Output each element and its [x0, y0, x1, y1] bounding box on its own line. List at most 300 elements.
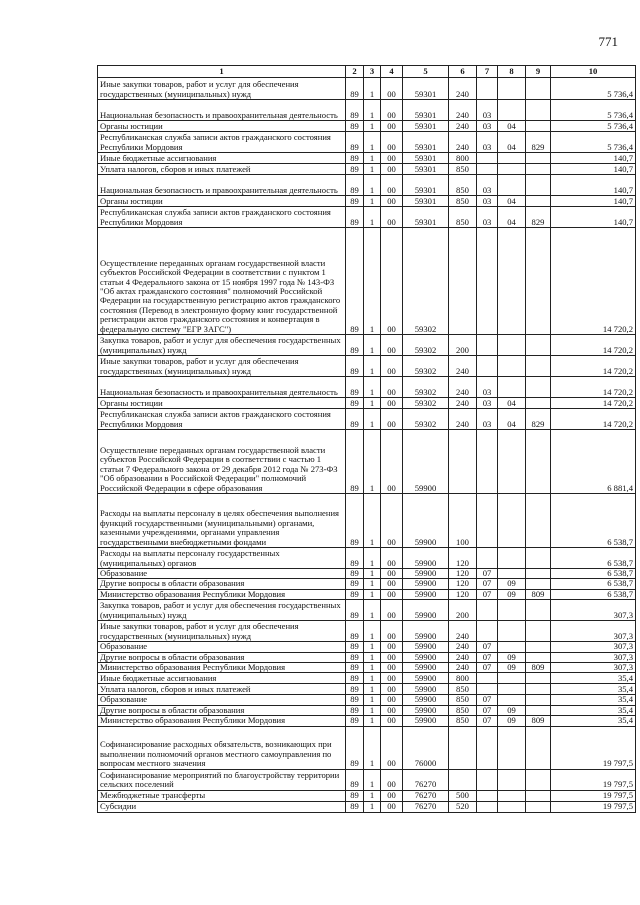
cell-col-6: 120	[449, 569, 477, 579]
cell-amount: 6 538,7	[551, 548, 636, 569]
cell-col-7	[477, 769, 498, 790]
cell-col-6: 800	[449, 153, 477, 164]
cell-col-7	[477, 335, 498, 356]
cell-amount: 35,4	[551, 716, 636, 726]
cell-col-3: 1	[364, 398, 381, 409]
header-col-7: 7	[477, 66, 498, 78]
cell-col-7	[477, 726, 498, 769]
cell-name: Национальная безопасность и правоохранительная деятельность	[98, 100, 346, 121]
cell-col-2: 89	[346, 78, 364, 100]
cell-col-5: 59900	[403, 673, 449, 684]
cell-col-7	[477, 228, 498, 335]
cell-col-4: 00	[381, 153, 403, 164]
cell-col-9	[526, 78, 551, 100]
cell-col-9	[526, 398, 551, 409]
header-col-1: 1	[98, 66, 346, 78]
cell-col-9	[526, 377, 551, 398]
cell-col-5: 76000	[403, 726, 449, 769]
cell-amount: 35,4	[551, 705, 636, 715]
cell-col-3: 1	[364, 548, 381, 569]
cell-col-3: 1	[364, 705, 381, 715]
cell-col-9	[526, 335, 551, 356]
cell-col-4: 00	[381, 589, 403, 599]
cell-col-2: 89	[346, 100, 364, 121]
cell-col-2: 89	[346, 132, 364, 153]
table-row	[98, 579, 636, 589]
cell-name: Национальная безопасность и правоохранительная деятельность	[98, 377, 346, 398]
cell-col-5: 59900	[403, 695, 449, 705]
table-row	[98, 705, 636, 715]
cell-col-2: 89	[346, 409, 364, 430]
cell-name: Межбюджетные трансферты	[98, 790, 346, 801]
cell-col-5: 59900	[403, 579, 449, 589]
cell-col-7	[477, 494, 498, 548]
header-col-3: 3	[364, 66, 381, 78]
cell-col-3: 1	[364, 430, 381, 494]
cell-col-3: 1	[364, 356, 381, 377]
cell-col-5: 59302	[403, 335, 449, 356]
cell-col-3: 1	[364, 716, 381, 726]
cell-col-9	[526, 121, 551, 132]
cell-col-3: 1	[364, 790, 381, 801]
cell-name: Осуществление переданных органам государственной власти субъектов Российской Федерации в соответствии с пунктом 1 статьи 4 Федерального закона от 15 ноября 1997 года № 143-ФЗ "Об актах гражданского состояния" полномочий Российской Федерации на государственную регистрацию актов гражданского состояния (Перевод в электронную форму книг государственной регистрации актов гражданского состояния и конвертация в федеральную систему "ЕГР ЗАГС")	[98, 228, 346, 335]
cell-col-2: 89	[346, 579, 364, 589]
cell-col-8	[498, 356, 526, 377]
cell-col-2: 89	[346, 600, 364, 621]
cell-amount: 14 720,2	[551, 398, 636, 409]
cell-col-8	[498, 430, 526, 494]
cell-col-6: 850	[449, 684, 477, 695]
cell-name: Уплата налогов, сборов и иных платежей	[98, 164, 346, 175]
cell-col-5: 76270	[403, 801, 449, 812]
cell-col-8	[498, 153, 526, 164]
cell-col-6: 240	[449, 398, 477, 409]
cell-amount: 140,7	[551, 175, 636, 196]
cell-name: Уплата налогов, сборов и иных платежей	[98, 684, 346, 695]
cell-name: Образование	[98, 695, 346, 705]
cell-col-7: 07	[477, 589, 498, 599]
cell-col-4: 00	[381, 78, 403, 100]
cell-amount: 5 736,4	[551, 100, 636, 121]
cell-col-8: 09	[498, 652, 526, 662]
cell-col-4: 00	[381, 398, 403, 409]
cell-col-8: 04	[498, 409, 526, 430]
cell-col-7: 03	[477, 121, 498, 132]
cell-col-9: 829	[526, 207, 551, 228]
cell-col-5: 59900	[403, 600, 449, 621]
cell-col-9	[526, 726, 551, 769]
cell-col-4: 00	[381, 356, 403, 377]
cell-col-5: 59900	[403, 705, 449, 715]
table-row	[98, 398, 636, 409]
cell-col-6: 800	[449, 673, 477, 684]
cell-col-6: 240	[449, 377, 477, 398]
cell-col-2: 89	[346, 164, 364, 175]
cell-col-6: 120	[449, 579, 477, 589]
cell-col-2: 89	[346, 494, 364, 548]
cell-col-9	[526, 164, 551, 175]
cell-name: Софинансирование мероприятий по благоустройству территории сельских поселений	[98, 769, 346, 790]
cell-col-5: 59301	[403, 78, 449, 100]
cell-col-6: 850	[449, 175, 477, 196]
cell-name: Другие вопросы в области образования	[98, 705, 346, 715]
cell-col-5: 59301	[403, 132, 449, 153]
cell-col-4: 00	[381, 790, 403, 801]
cell-col-3: 1	[364, 589, 381, 599]
table-row	[98, 716, 636, 726]
cell-col-9: 809	[526, 663, 551, 673]
cell-col-7: 07	[477, 705, 498, 715]
cell-col-5: 59302	[403, 377, 449, 398]
cell-col-7	[477, 790, 498, 801]
cell-col-7	[477, 430, 498, 494]
cell-col-2: 89	[346, 642, 364, 652]
cell-col-4: 00	[381, 100, 403, 121]
cell-col-9	[526, 228, 551, 335]
cell-amount: 19 797,5	[551, 769, 636, 790]
cell-col-2: 89	[346, 684, 364, 695]
cell-amount: 35,4	[551, 684, 636, 695]
cell-col-6: 850	[449, 164, 477, 175]
cell-col-8	[498, 600, 526, 621]
cell-col-6: 240	[449, 409, 477, 430]
header-col-5: 5	[403, 66, 449, 78]
cell-col-5: 59900	[403, 589, 449, 599]
table-row	[98, 600, 636, 621]
cell-col-2: 89	[346, 175, 364, 196]
cell-col-6: 240	[449, 121, 477, 132]
cell-amount: 14 720,2	[551, 335, 636, 356]
cell-amount: 5 736,4	[551, 132, 636, 153]
cell-col-6	[449, 228, 477, 335]
cell-col-5: 59900	[403, 548, 449, 569]
cell-col-9	[526, 621, 551, 642]
cell-col-2: 89	[346, 121, 364, 132]
cell-col-8	[498, 548, 526, 569]
page-number: 771	[598, 34, 618, 49]
cell-col-6: 120	[449, 548, 477, 569]
cell-col-7	[477, 356, 498, 377]
cell-col-7	[477, 153, 498, 164]
cell-col-3: 1	[364, 196, 381, 207]
cell-col-2: 89	[346, 589, 364, 599]
cell-col-9	[526, 196, 551, 207]
cell-col-2: 89	[346, 790, 364, 801]
cell-col-3: 1	[364, 78, 381, 100]
cell-col-2: 89	[346, 196, 364, 207]
cell-col-5: 59900	[403, 642, 449, 652]
cell-col-3: 1	[364, 494, 381, 548]
cell-col-9	[526, 175, 551, 196]
table-row	[98, 790, 636, 801]
cell-col-7: 03	[477, 132, 498, 153]
cell-col-7	[477, 801, 498, 812]
cell-col-5: 59900	[403, 684, 449, 695]
cell-name: Закупка товаров, работ и услуг для обеспечения государственных (муниципальных) нужд	[98, 600, 346, 621]
table-row	[98, 726, 636, 769]
cell-col-2: 89	[346, 398, 364, 409]
cell-col-9	[526, 673, 551, 684]
cell-amount: 6 538,7	[551, 589, 636, 599]
cell-name: Органы юстиции	[98, 196, 346, 207]
cell-col-8: 04	[498, 121, 526, 132]
cell-amount: 19 797,5	[551, 726, 636, 769]
cell-col-6: 240	[449, 100, 477, 121]
table-row	[98, 695, 636, 705]
cell-col-4: 00	[381, 164, 403, 175]
cell-col-5: 59301	[403, 121, 449, 132]
cell-amount: 6 538,7	[551, 579, 636, 589]
cell-name: Национальная безопасность и правоохранительная деятельность	[98, 175, 346, 196]
cell-col-8	[498, 100, 526, 121]
cell-col-2: 89	[346, 377, 364, 398]
cell-name: Иные бюджетные ассигнования	[98, 673, 346, 684]
cell-col-3: 1	[364, 175, 381, 196]
cell-col-2: 89	[346, 569, 364, 579]
cell-col-2: 89	[346, 695, 364, 705]
cell-col-4: 00	[381, 652, 403, 662]
cell-col-7	[477, 600, 498, 621]
cell-col-7: 03	[477, 175, 498, 196]
cell-col-8: 04	[498, 196, 526, 207]
cell-col-3: 1	[364, 100, 381, 121]
cell-col-4: 00	[381, 548, 403, 569]
cell-amount: 14 720,2	[551, 409, 636, 430]
cell-col-4: 00	[381, 494, 403, 548]
table-row	[98, 356, 636, 377]
cell-col-9	[526, 548, 551, 569]
cell-col-4: 00	[381, 673, 403, 684]
cell-col-8	[498, 801, 526, 812]
cell-col-5: 76270	[403, 790, 449, 801]
cell-col-6: 500	[449, 790, 477, 801]
cell-col-6: 240	[449, 652, 477, 662]
table-row	[98, 548, 636, 569]
cell-col-7	[477, 673, 498, 684]
cell-col-3: 1	[364, 726, 381, 769]
cell-col-3: 1	[364, 801, 381, 812]
cell-col-8: 04	[498, 132, 526, 153]
cell-name: Другие вопросы в области образования	[98, 579, 346, 589]
cell-col-8	[498, 642, 526, 652]
cell-amount: 6 538,7	[551, 569, 636, 579]
cell-col-8	[498, 569, 526, 579]
cell-col-5: 59301	[403, 196, 449, 207]
cell-col-9	[526, 705, 551, 715]
cell-name: Республиканская служба записи актов гражданского состояния Республики Мордовия	[98, 132, 346, 153]
cell-col-7: 07	[477, 569, 498, 579]
cell-col-3: 1	[364, 684, 381, 695]
cell-col-3: 1	[364, 695, 381, 705]
cell-col-5: 59302	[403, 356, 449, 377]
cell-name: Министерство образования Республики Мордовия	[98, 589, 346, 599]
cell-col-6: 240	[449, 356, 477, 377]
cell-col-9	[526, 684, 551, 695]
cell-amount: 35,4	[551, 673, 636, 684]
cell-col-5: 76270	[403, 769, 449, 790]
cell-col-2: 89	[346, 663, 364, 673]
cell-amount: 307,3	[551, 652, 636, 662]
table-row	[98, 684, 636, 695]
cell-name: Иные закупки товаров, работ и услуг для обеспечения государственных (муниципальных) нужд	[98, 621, 346, 642]
cell-name: Осуществление переданных органам государственной власти субъектов Российской Федерации в соответствии с частью 1 статьи 7 Федерального закона от 29 декабря 2012 года № 273-ФЗ "Об образовании в Российской Федерации" полномочий Российской Федерации в сфере образования	[98, 430, 346, 494]
cell-col-2: 89	[346, 673, 364, 684]
table-row	[98, 589, 636, 599]
cell-col-6: 850	[449, 196, 477, 207]
cell-col-7: 03	[477, 377, 498, 398]
cell-name: Закупка товаров, работ и услуг для обеспечения государственных (муниципальных) нужд	[98, 335, 346, 356]
table-row	[98, 642, 636, 652]
cell-col-5: 59301	[403, 153, 449, 164]
cell-col-7: 03	[477, 196, 498, 207]
budget-table	[97, 65, 636, 813]
table-row	[98, 228, 636, 335]
cell-col-4: 00	[381, 430, 403, 494]
cell-col-6: 240	[449, 132, 477, 153]
cell-col-2: 89	[346, 652, 364, 662]
cell-col-5: 59301	[403, 175, 449, 196]
cell-col-4: 00	[381, 642, 403, 652]
cell-col-2: 89	[346, 153, 364, 164]
cell-col-8	[498, 164, 526, 175]
cell-col-4: 00	[381, 196, 403, 207]
cell-col-7: 03	[477, 409, 498, 430]
cell-col-5: 59301	[403, 207, 449, 228]
header-col-10: 10	[551, 66, 636, 78]
cell-col-8	[498, 621, 526, 642]
cell-name: Другие вопросы в области образования	[98, 652, 346, 662]
cell-col-4: 00	[381, 801, 403, 812]
cell-name: Иные закупки товаров, работ и услуг для обеспечения государственных (муниципальных) нужд	[98, 78, 346, 100]
table-row	[98, 494, 636, 548]
cell-col-2: 89	[346, 801, 364, 812]
cell-name: Республиканская служба записи актов гражданского состояния Республики Мордовия	[98, 409, 346, 430]
table-row	[98, 673, 636, 684]
cell-amount: 19 797,5	[551, 801, 636, 812]
cell-amount: 35,4	[551, 695, 636, 705]
cell-col-8	[498, 769, 526, 790]
cell-col-7: 07	[477, 716, 498, 726]
cell-col-2: 89	[346, 356, 364, 377]
cell-col-3: 1	[364, 579, 381, 589]
cell-col-5: 59900	[403, 663, 449, 673]
cell-col-5: 59900	[403, 569, 449, 579]
cell-name: Республиканская служба записи актов гражданского состояния Республики Мордовия	[98, 207, 346, 228]
table-row	[98, 801, 636, 812]
cell-name: Иные бюджетные ассигнования	[98, 153, 346, 164]
cell-col-4: 00	[381, 132, 403, 153]
cell-amount: 14 720,2	[551, 356, 636, 377]
cell-col-8	[498, 377, 526, 398]
cell-col-3: 1	[364, 153, 381, 164]
cell-col-8: 09	[498, 589, 526, 599]
cell-col-9: 829	[526, 132, 551, 153]
cell-amount: 14 720,2	[551, 228, 636, 335]
cell-col-4: 00	[381, 621, 403, 642]
cell-col-9	[526, 100, 551, 121]
cell-amount: 307,3	[551, 621, 636, 642]
cell-amount: 307,3	[551, 600, 636, 621]
cell-col-9	[526, 790, 551, 801]
cell-col-8	[498, 684, 526, 695]
cell-name: Расходы на выплаты персоналу в целях обеспечения выполнения функций государственными (муниципальными) органами, казенными учреждениями, органами управления государственными внебюджетными фондами	[98, 494, 346, 548]
table-row	[98, 569, 636, 579]
cell-col-2: 89	[346, 726, 364, 769]
cell-col-9: 829	[526, 409, 551, 430]
cell-col-9	[526, 652, 551, 662]
cell-name: Органы юстиции	[98, 121, 346, 132]
cell-col-3: 1	[364, 569, 381, 579]
table-row	[98, 430, 636, 494]
table-row	[98, 769, 636, 790]
cell-amount: 19 797,5	[551, 790, 636, 801]
cell-col-6: 850	[449, 695, 477, 705]
cell-col-7	[477, 621, 498, 642]
table-row	[98, 335, 636, 356]
cell-col-2: 89	[346, 548, 364, 569]
cell-col-4: 00	[381, 716, 403, 726]
cell-col-7: 07	[477, 652, 498, 662]
cell-col-3: 1	[364, 600, 381, 621]
cell-col-8	[498, 335, 526, 356]
cell-col-6	[449, 726, 477, 769]
cell-amount: 140,7	[551, 196, 636, 207]
table-header-row	[98, 66, 636, 78]
cell-name: Министерство образования Республики Мордовия	[98, 663, 346, 673]
cell-col-5: 59900	[403, 716, 449, 726]
cell-col-8: 09	[498, 663, 526, 673]
cell-col-4: 00	[381, 579, 403, 589]
cell-col-6: 200	[449, 335, 477, 356]
cell-col-3: 1	[364, 164, 381, 175]
cell-col-5: 59301	[403, 100, 449, 121]
cell-col-5: 59900	[403, 494, 449, 548]
table-row	[98, 196, 636, 207]
cell-col-6: 850	[449, 705, 477, 715]
cell-col-3: 1	[364, 335, 381, 356]
cell-col-9	[526, 695, 551, 705]
cell-col-8	[498, 494, 526, 548]
cell-col-4: 00	[381, 769, 403, 790]
cell-name: Расходы на выплаты персоналу государственных (муниципальных) органов	[98, 548, 346, 569]
cell-col-8	[498, 228, 526, 335]
table-body	[98, 78, 636, 813]
cell-col-8	[498, 175, 526, 196]
cell-amount: 14 720,2	[551, 377, 636, 398]
table-row	[98, 175, 636, 196]
cell-name: Образование	[98, 569, 346, 579]
cell-col-4: 00	[381, 600, 403, 621]
table-row	[98, 153, 636, 164]
cell-amount: 5 736,4	[551, 78, 636, 100]
cell-col-9	[526, 153, 551, 164]
cell-col-4: 00	[381, 175, 403, 196]
cell-col-4: 00	[381, 695, 403, 705]
cell-col-4: 00	[381, 121, 403, 132]
cell-col-2: 89	[346, 716, 364, 726]
cell-col-8	[498, 673, 526, 684]
cell-col-6: 100	[449, 494, 477, 548]
budget-table-container	[97, 65, 633, 813]
cell-col-7: 03	[477, 398, 498, 409]
cell-amount: 140,7	[551, 207, 636, 228]
table-row	[98, 164, 636, 175]
cell-col-6: 240	[449, 78, 477, 100]
table-row	[98, 121, 636, 132]
cell-name: Софинансирование расходных обязательств, возникающих при выполнении полномочий органов местного самоуправления по вопросам местного значения	[98, 726, 346, 769]
cell-col-3: 1	[364, 207, 381, 228]
cell-col-6: 240	[449, 621, 477, 642]
